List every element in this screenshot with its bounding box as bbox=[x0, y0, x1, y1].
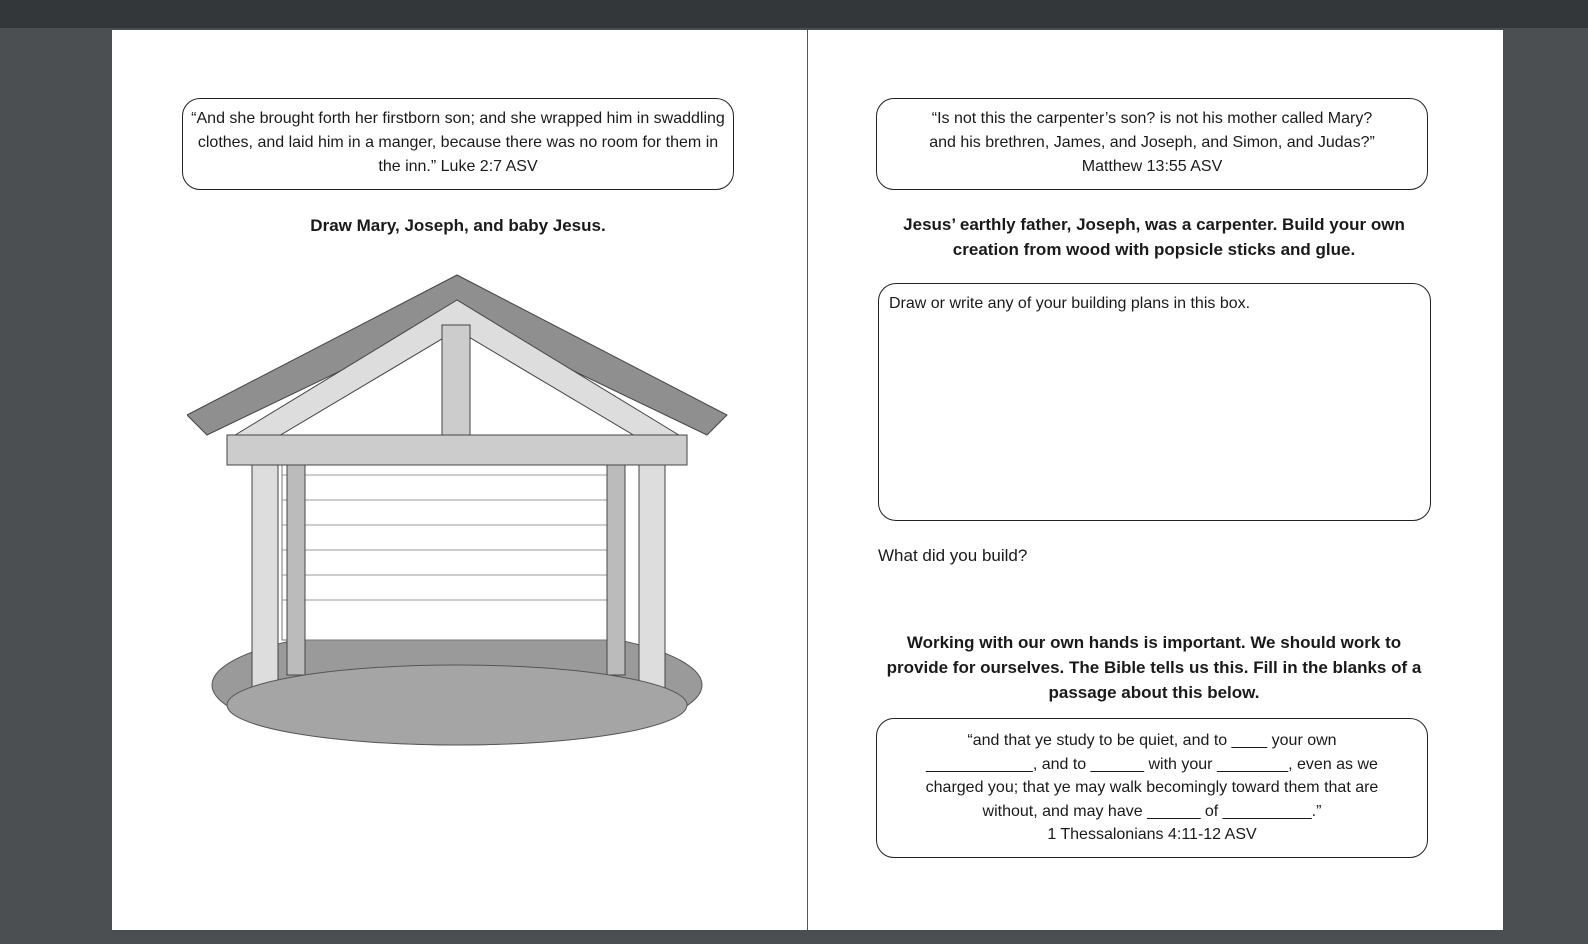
matthew-quote-box bbox=[876, 98, 1428, 190]
what-did-you-build-question: What did you build? bbox=[878, 546, 1028, 565]
page-right bbox=[808, 30, 1503, 930]
passage-line: “and that ye study to be quiet, and to ____ your own bbox=[967, 732, 1337, 749]
viewer-toolbar bbox=[0, 0, 1588, 28]
passage-line: ____________, and to ______ with your ________, even as we bbox=[926, 755, 1378, 773]
building-plans-box[interactable] bbox=[878, 283, 1431, 521]
carpenter-instruction: Jesus’ earthly father, Joseph, was a carpenter. Build your own creation from wood with popsicle sticks and glue. bbox=[903, 215, 1405, 259]
draw-instruction: Draw Mary, Joseph, and baby Jesus. bbox=[310, 216, 606, 235]
passage-line: without, and may have ______ of __________.” bbox=[982, 802, 1322, 820]
page-left bbox=[112, 30, 808, 930]
passage-reference: 1 Thessalonians 4:11-12 ASV bbox=[1047, 826, 1257, 843]
quote-reference: Matthew 13:55 ASV bbox=[1081, 158, 1223, 175]
quote-line: “Is not this the carpenter’s son? is not his mother called Mary? bbox=[931, 110, 1373, 127]
plans-box-label: Draw or write any of your building plans in this box. bbox=[889, 295, 1251, 312]
working-hands-instruction: Working with our own hands is important. We should work to provide for ourselves. The Bible tells us this. Fill in the blanks of a passage about this below. bbox=[886, 633, 1422, 702]
quote-line: and his brethren, James, and Joseph, and Simon, and Judas?” bbox=[929, 134, 1375, 151]
thessalonians-passage-box bbox=[876, 718, 1428, 858]
stable-illustration-icon bbox=[187, 265, 732, 755]
passage-line: charged you; that ye may walk becomingly toward them that are bbox=[925, 779, 1379, 796]
luke-quote-box: “And she brought forth her firstborn son; and she wrapped him in swaddling clothes, and laid him in a manger, because there was no room for them in the inn.” Luke 2:7 ASV bbox=[182, 98, 734, 190]
